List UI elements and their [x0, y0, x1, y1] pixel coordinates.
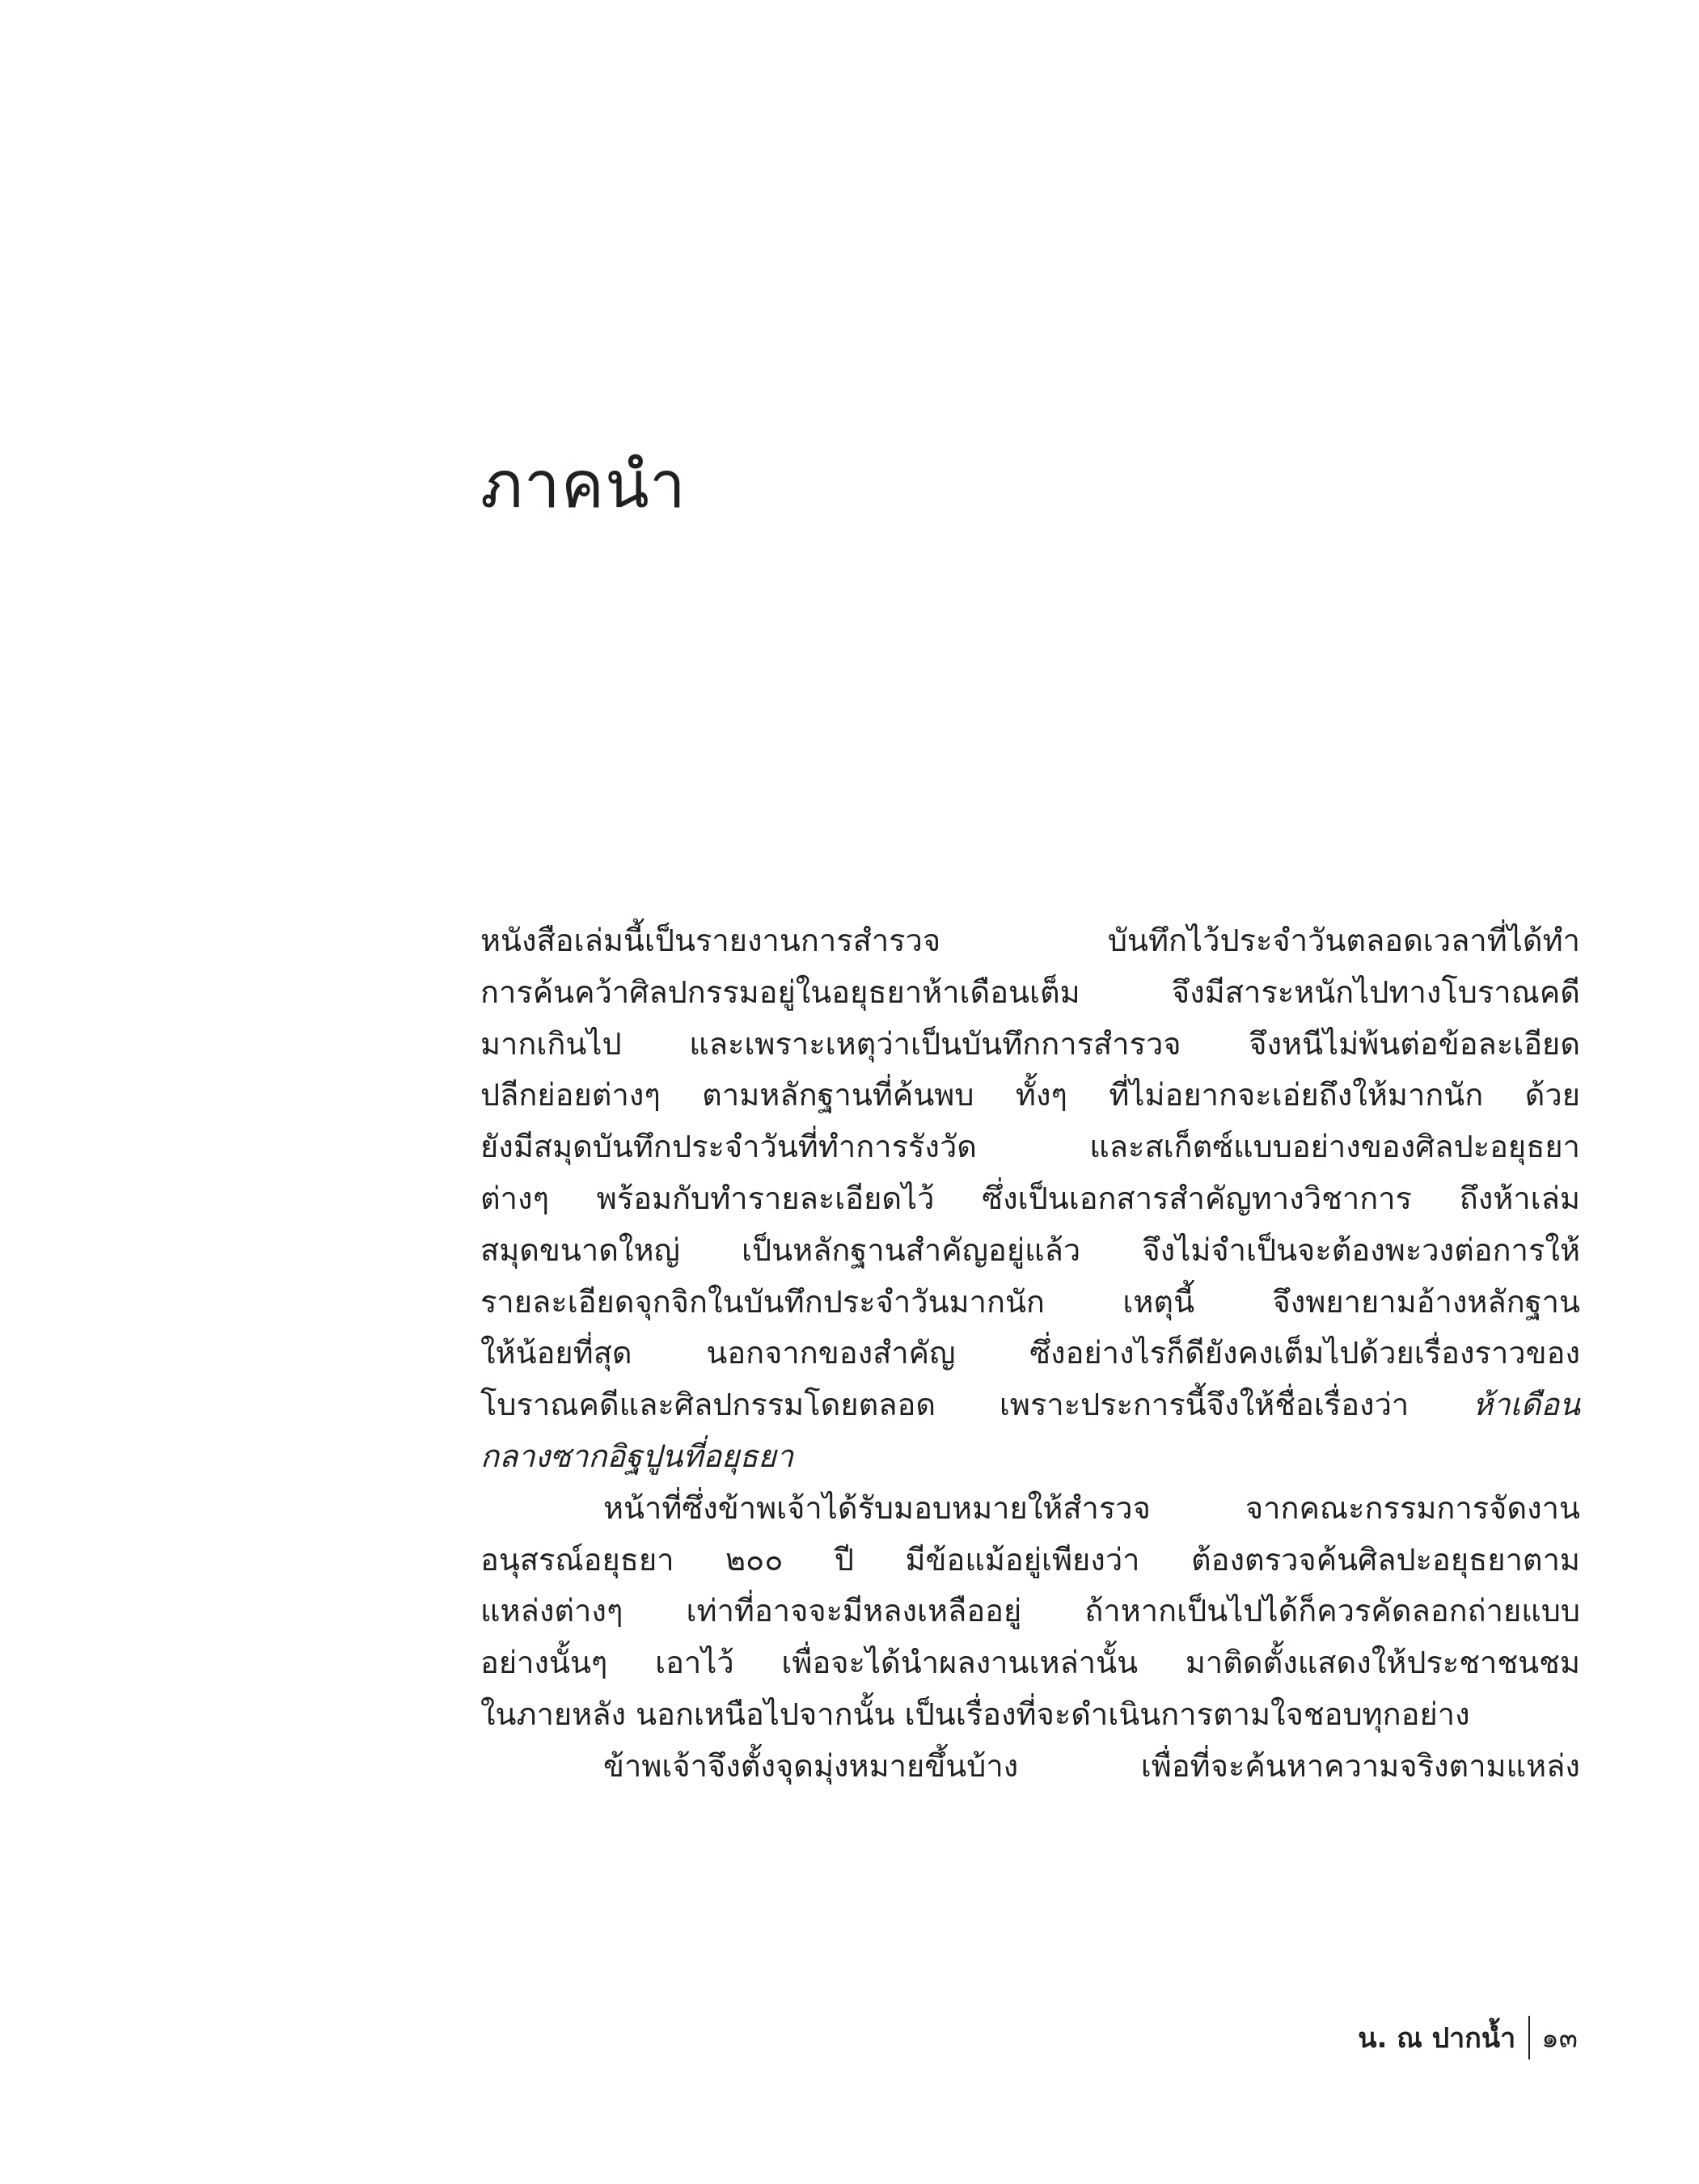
footer-author: น. ณ ปากน้ำ — [1358, 2022, 1516, 2055]
text-line: อนุสรณ์อยุธยา ๒๐๐ ปี มีข้อแม้อยู่เพียงว่า ต้องตรวจค้นศิลปะอยุธยาตาม — [480, 1541, 1580, 1578]
text-line: ต่างๆ พร้อมกับทำรายละเอียดไว้ ซึ่งเป็นเอกสารสำคัญทางวิชาการ ถึงห้าเล่ม — [480, 1180, 1580, 1216]
text-line: สมุดขนาดใหญ่ เป็นหลักฐานสำคัญอยู่แล้ว จึงไม่จำเป็นจะต้องพะวงต่อการให้ — [480, 1231, 1580, 1268]
footer-divider — [1528, 2016, 1530, 2059]
book-title-part: ห้าเดือน — [1473, 1387, 1580, 1423]
text-line: ข้าพเจ้าจึงตั้งจุดมุ่งหมายขึ้นบ้าง เพื่อที่จะค้นหาความจริงตามแหล่ง — [603, 1747, 1580, 1784]
text-line: แหล่งต่างๆ เท่าที่อาจจะมีหลงเหลืออยู่ ถ้าหากเป็นไปได้ก็ควรคัดลอกถ่ายแบบ — [480, 1593, 1580, 1629]
text-line: การค้นคว้าศิลปกรรมอยู่ในอยุธยาห้าเดือนเต็ม จึงมีสาระหนักไปทางโบราณคดี — [480, 974, 1580, 1010]
text-line: ปลีกย่อยต่างๆ ตามหลักฐานที่ค้นพบ ทั้งๆ ที่ไม่อยากจะเอ่ยถึงให้มากนัก ด้วย — [480, 1077, 1580, 1113]
body-text — [480, 915, 1580, 1793]
text-line: หนังสือเล่มนี้เป็นรายงานการสำรวจ บันทึกไว้ประจำวันตลอดเวลาที่ได้ทำ — [480, 923, 1580, 958]
text-line: ยังมีสมุดบันทึกประจำวันที่ทำการรังวัด และสเก็ตซ์แบบอย่างของศิลปะอยุธยา — [480, 1129, 1580, 1165]
text-line: รายละเอียดจุกจิกในบันทึกประจำวันมากนัก เหตุนี้ จึงพยายามอ้างหลักฐาน — [480, 1283, 1580, 1320]
text-line: ในภายหลัง นอกเหนือไปจากนั้น เป็นเรื่องที่จะดำเนินการตามใจชอบทุกอย่าง — [480, 1696, 1470, 1732]
text-fragment: โบราณคดีและศิลปกรรมโดยตลอด เพราะประการนี้จึงให้ชื่อเรื่องว่า — [480, 1387, 1473, 1423]
paragraph-3 — [480, 1741, 1580, 1793]
text-line: อย่างนั้นๆ เอาไว้ เพื่อจะได้นำผลงานเหล่านั้น มาติดตั้งแสดงให้ประชาชนชม — [480, 1645, 1580, 1681]
paragraph-2 — [480, 1483, 1580, 1741]
chapter-title: ภาคนำ — [480, 447, 687, 522]
text-line: มากเกินไป และเพราะเหตุว่าเป็นบันทึกการสำรวจ จึงหนีไม่พ้นต่อข้อละเอียด — [480, 1025, 1580, 1062]
text-line: หน้าที่ซึ่งข้าพเจ้าได้รับมอบหมายให้สำรวจ จากคณะกรรมการจัดงาน — [603, 1489, 1580, 1526]
book-title-part: กลางซากอิฐปูนที่อยุธยา — [480, 1438, 794, 1474]
page-footer — [1358, 2015, 1578, 2060]
paragraph-1 — [480, 915, 1580, 1483]
text-line: ให้น้อยที่สุด นอกจากของสำคัญ ซึ่งอย่างไรก็ดียังคงเต็มไปด้วยเรื่องราวของ — [480, 1335, 1580, 1371]
page-number: ๑๓ — [1541, 2022, 1578, 2055]
text-line — [480, 1379, 1580, 1431]
